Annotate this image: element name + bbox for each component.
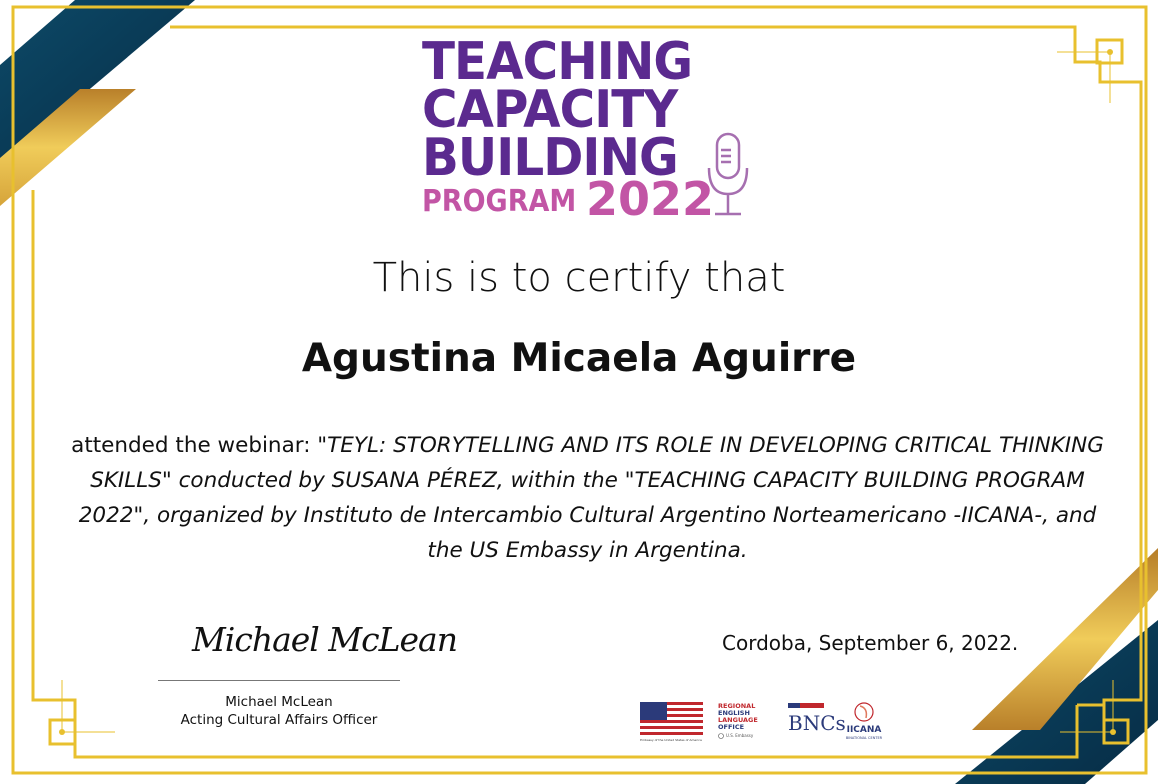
signatory	[158, 693, 400, 729]
bncs-text: BNCs	[788, 711, 846, 735]
logo-line-teaching: TEACHING	[422, 32, 693, 92]
body-intro: attended the webinar:	[71, 433, 318, 458]
relo-word: ENGLISH	[718, 709, 750, 717]
iicana-logo	[846, 703, 883, 740]
relo-word: REGIONAL	[718, 702, 756, 710]
relo-word: LANGUAGE	[718, 716, 758, 724]
relo-subtitle: U.S. Embassy	[726, 733, 754, 738]
certificate-body	[60, 428, 1115, 568]
certify-heading: This is to certify that	[372, 255, 786, 301]
logo-line-capacity: CAPACITY	[422, 80, 678, 140]
signature: Michael McLean	[192, 620, 457, 659]
signatory-title: Acting Cultural Affairs Officer	[180, 712, 378, 728]
relo-word: OFFICE	[718, 723, 745, 731]
us-flag-logo	[640, 702, 703, 742]
iicana-text: IICANA	[846, 725, 882, 735]
recipient-name: Agustina Micaela Aguirre	[301, 336, 857, 381]
bncs-logo	[788, 703, 846, 735]
logo-year: 2022	[586, 172, 715, 226]
microphone-icon	[705, 132, 755, 218]
logo-line-building: BUILDING	[422, 128, 678, 188]
signature-line	[158, 680, 400, 681]
iicana-subtitle: BINATIONAL CENTER	[845, 736, 883, 740]
logo-program: PROGRAM	[422, 184, 577, 219]
embassy-caption: Embassy of the United States of America	[640, 738, 702, 742]
relo-logo	[718, 702, 758, 739]
partner-logos	[638, 698, 898, 744]
place-date: Cordoba, September 6, 2022.	[722, 631, 1019, 655]
program-logo	[420, 32, 760, 226]
signatory-name: Michael McLean	[225, 694, 333, 710]
webinar-details: "TEYL: STORYTELLING AND ITS ROLE IN DEVELOPING CRITICAL THINKING SKILLS" conducted by SUSANA PÉREZ, within the "TEACHING CAPACITY BUILDING PROGRAM 2022", organized by Instituto de Intercambio Cultural Argentino Norteamericano -IICANA-, and the US Embassy in Argentina.	[78, 433, 1104, 563]
